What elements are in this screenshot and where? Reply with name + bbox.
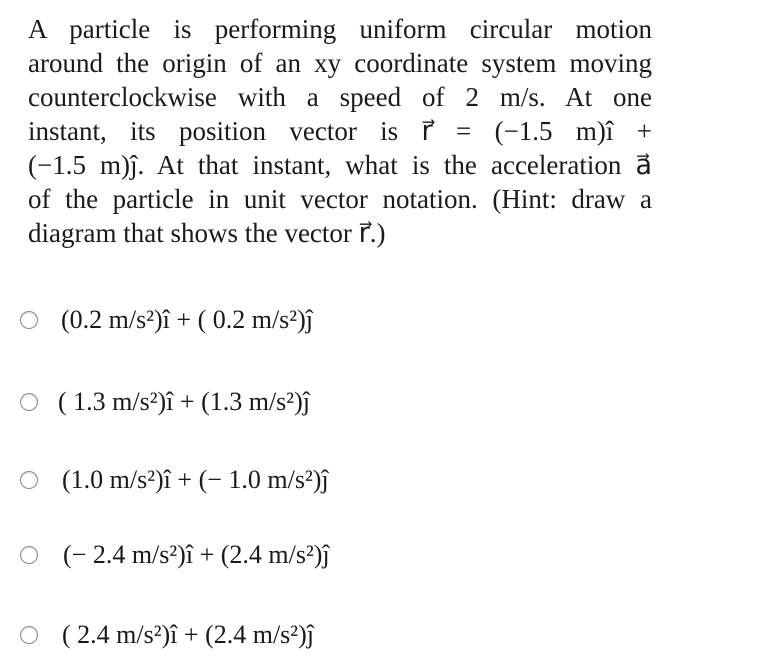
answer-option-2[interactable]	[20, 384, 310, 420]
radio-button-icon[interactable]	[20, 626, 38, 644]
answer-option-label: (1.0 m/s²)î + (− 1.0 m/s²)ĵ	[62, 465, 329, 494]
answer-option-label: ( 2.4 m/s²)î + (2.4 m/s²)ĵ	[62, 620, 314, 649]
answer-option-label: (0.2 m/s²)î + ( 0.2 m/s²)ĵ	[61, 305, 313, 334]
answer-option-4[interactable]	[20, 537, 330, 573]
question-line: around the origin of an xy coordinate system moving	[28, 48, 652, 78]
answer-option-label: (− 2.4 m/s²)î + (2.4 m/s²)ĵ	[63, 540, 330, 569]
answer-option-label: ( 1.3 m/s²)î + (1.3 m/s²)ĵ	[58, 387, 310, 416]
answer-option-1[interactable]	[20, 302, 313, 338]
radio-button-icon[interactable]	[20, 546, 38, 564]
answer-option-3[interactable]	[20, 462, 329, 498]
question-line: instant, its position vector is r⃗ = (−1.5 m)î +	[28, 116, 652, 146]
question-line: (−1.5 m)ĵ. At that instant, what is the acceleration a⃗	[28, 150, 652, 180]
question-line: counterclockwise with a speed of 2 m/s. At one	[28, 82, 652, 112]
radio-button-icon[interactable]	[20, 393, 38, 411]
question-line: of the particle in unit vector notation. (Hint: draw a	[28, 184, 652, 214]
question-line: A particle is performing uniform circular motion	[28, 14, 652, 44]
radio-button-icon[interactable]	[20, 471, 38, 489]
question-line: diagram that shows the vector r⃗.)	[28, 218, 386, 248]
answer-option-5[interactable]	[20, 617, 314, 653]
radio-button-icon[interactable]	[20, 311, 38, 329]
